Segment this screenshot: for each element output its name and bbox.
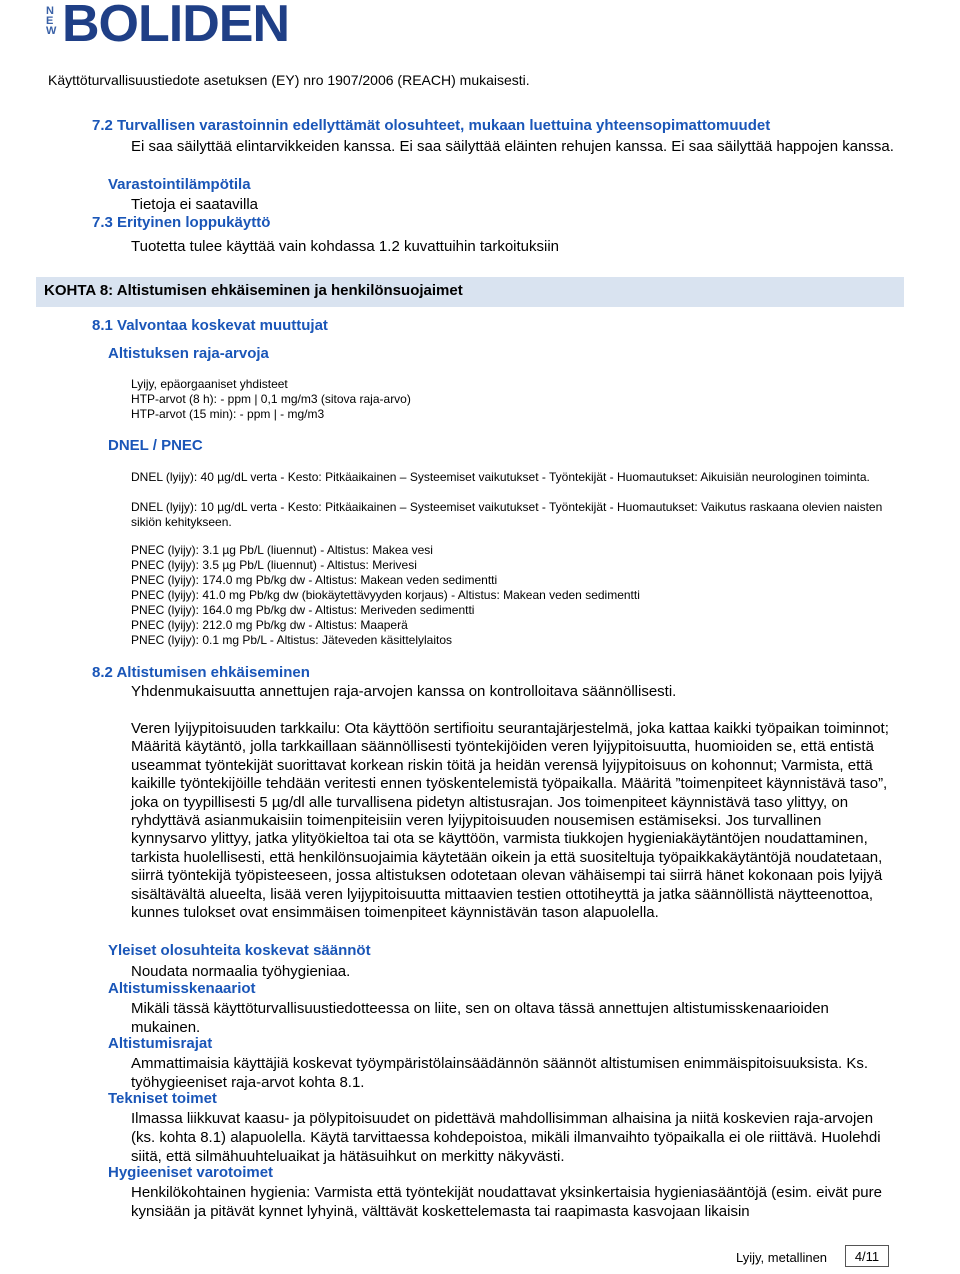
dnel-1: DNEL (lyijy): 40 µg/dL verta - Kesto: Pitkäaikainen – Systeemiset vaikutukset - Työntekijät - Huomautukset: Aikuisiän neurologinen toiminta. (131, 470, 870, 484)
list-item: PNEC (lyijy): 174.0 mg Pb/kg dw - Altistus: Makean veden sedimentti (131, 573, 498, 587)
heading-exposure-limits: Altistuksen raja-arvoja (108, 345, 269, 362)
text-exposure-limits-8-2: Ammattimaisia käyttäjiä koskevat työympäristölainsäädännön säännöt altistumisen enimmäispitoisuuksista. Ks. työhygieeniset raja-arvot kohta 8.1. (131, 1055, 868, 1091)
list-item: PNEC (lyijy): 3.1 µg Pb/L (liuennut) - Altistus: Makea vesi (131, 543, 433, 557)
text-scenarios: Mikäli tässä käyttöturvallisuustiedotteessa on liite, sen on oltava tässä annettujen altistumisskenaarioiden mukainen. (131, 1000, 829, 1036)
logo-wordmark: BOLIDEN (62, 0, 289, 53)
list-item: PNEC (lyijy): 41.0 mg Pb/kg dw (biokäytettävyyden korjaus) - Altistus: Makean veden sedimentti (131, 588, 640, 602)
section-8-title: KOHTA 8: Altistumisen ehkäiseminen ja henkilönsuojaimet (36, 277, 904, 307)
footer-page-number: 4/11 (845, 1245, 889, 1267)
heading-scenarios: Altistumisskenaariot (108, 980, 256, 997)
text-7-3: Tuotetta tulee käyttää vain kohdassa 1.2 kuvattuihin tarkoituksiin (131, 238, 560, 255)
heading-7-3: 7.3 Erityinen loppukäyttö (92, 214, 271, 231)
regulation-line: Käyttöturvallisuustiedote asetuksen (EY) nro 1907/2006 (REACH) mukaisesti. (48, 72, 530, 88)
footer-product-name: Lyijy, metallinen (736, 1250, 828, 1265)
text-technical: Ilmassa liikkuvat kaasu- ja pölypitoisuudet on pidettävä mahdollisimman alhaisina ja niitä koskevien raja-arvojen (ks. kohta 8.1) alapuolella. Käytä tarvittaessa kohdepoistoa, mikäli ilmanvaihto työpaikalla ei ole riittävä. Huolehdi siitä, että silmähuuhteluaikat ja hätäsuihkut on merkitty näkyvästi. (131, 1110, 881, 1165)
heading-8-2: 8.2 Altistumisen ehkäiseminen (92, 664, 310, 681)
list-item: PNEC (lyijy): 164.0 mg Pb/kg dw - Altistus: Meriveden sedimentti (131, 603, 475, 617)
exposure-limits-list (131, 377, 411, 422)
list-item: Lyijy, epäorgaaniset yhdisteet (131, 377, 288, 391)
list-item: PNEC (lyijy): 0.1 mg Pb/L - Altistus: Jäteveden käsittelylaitos (131, 633, 453, 647)
heading-storage-temp: Varastointilämpötila (108, 176, 251, 193)
heading-general-rules: Yleiset olosuhteita koskevat säännöt (108, 942, 371, 959)
list-item: PNEC (lyijy): 212.0 mg Pb/kg dw - Altistus: Maaperä (131, 618, 408, 632)
heading-technical: Tekniset toimet (108, 1090, 217, 1107)
heading-8-1: 8.1 Valvontaa koskevat muuttujat (92, 317, 328, 334)
text-general-rules: Noudata normaalia työhygieniaa. (131, 963, 351, 980)
text-hygiene: Henkilökohtainen hygienia: Varmista että työntekijät noudattavat yksinkertaisia hygieniasääntöjä (esim. eivät pure kynsiään ja pitävät kynnet lyhyinä, välttävät koskettelemasta tai raapimasta kasvojaan likaisin (131, 1184, 882, 1220)
text-7-2: Ei saa säilyttää elintarvikkeiden kanssa. Ei saa säilyttää eläinten rehujen kanssa. Ei saa säilyttää happojen kanssa. (131, 138, 894, 155)
list-item: HTP-arvot (8 h): - ppm | 0,1 mg/m3 (sitova raja-arvo) (131, 392, 411, 406)
boliden-logo (46, 0, 316, 53)
list-item: HTP-arvot (15 min): - ppm | - mg/m3 (131, 407, 325, 421)
text-storage-temp: Tietoja ei saatavilla (131, 196, 259, 213)
heading-exposure-limits-8-2: Altistumisrajat (108, 1035, 213, 1052)
text-blood-monitoring: Veren lyijypitoisuuden tarkkailu: Ota käyttöön sertifioitu seurantajärjestelmä, joka kattaa kaikki työpaikan toiminnot; Määritä käytäntö, jolla tarkkaillaan säännöllisesti työntekijöiden veren lyijypitoisuutta, huomioiden se, että entistä useammat työntekijät suorittavat korkean riskin töitä ja heidän verensä lyijypitoisuus on kohonnut; Varmista, että kaikille työntekijöille tehdään veritesti ennen työskentelemistä työpaikalla. Määritä ”toimenpiteet käynnistävä taso”, joka on tyypillisesti 5 µg/dl alle turvallisena pidetyn altistusrajan. Jos toimenpiteet käynnistävä taso ylittyy, on ryhdyttävä asianmukaisiin toimenpiteisiin veren lyijypitoisuuden nousemisen estämiseksi. Jos turvallinen kynnysarvo ylittyy, jatka ylityökieltoa tai ota se käyttöön, varmista tiukkojen hygieniakäytäntöjen noudattaminen, tarkista huolellisesti, että henkilönsuojaimia käytetään oikein ja että suositeltuja työpaikkakäytäntöjä noudatetaan, siirrä työntekijä työpisteeseen, jossa altistuksen odotetaan olevan vähäisempi tai siirrä hänet kokonaan pois lyijyä sisältävältä alueelta, lisää veren lyijypitoisuutta mittaavien testien ottotiheyttä ja jatka säännöllistä näytteenottoa, kunnes tulokset ovat ensimmäisen toimenpiteet käynnistävän tason alapuolella. (131, 720, 889, 922)
heading-hygiene: Hygieeniset varotoimet (108, 1164, 274, 1181)
pnec-list (131, 543, 640, 648)
text-8-2-intro: Yhdenmukaisuutta annettujen raja-arvojen kanssa on kontrolloitava säännöllisesti. (131, 683, 677, 700)
heading-7-2: 7.2 Turvallisen varastoinnin edellyttämät olosuhteet, mukaan luettuina yhteensopimattomuudet (92, 117, 771, 134)
dnel-2: DNEL (lyijy): 10 µg/dL verta - Kesto: Pitkäaikainen – Systeemiset vaikutukset - Työntekijät - Huomautukset: Vaikutus raskaana olevien naisten sikiön kehitykseen. (131, 500, 883, 529)
logo-new-text: N E W (46, 5, 57, 37)
heading-dnel-pnec: DNEL / PNEC (108, 437, 203, 454)
list-item: PNEC (lyijy): 3.5 µg Pb/L (liuennut) - Altistus: Merivesi (131, 558, 417, 572)
